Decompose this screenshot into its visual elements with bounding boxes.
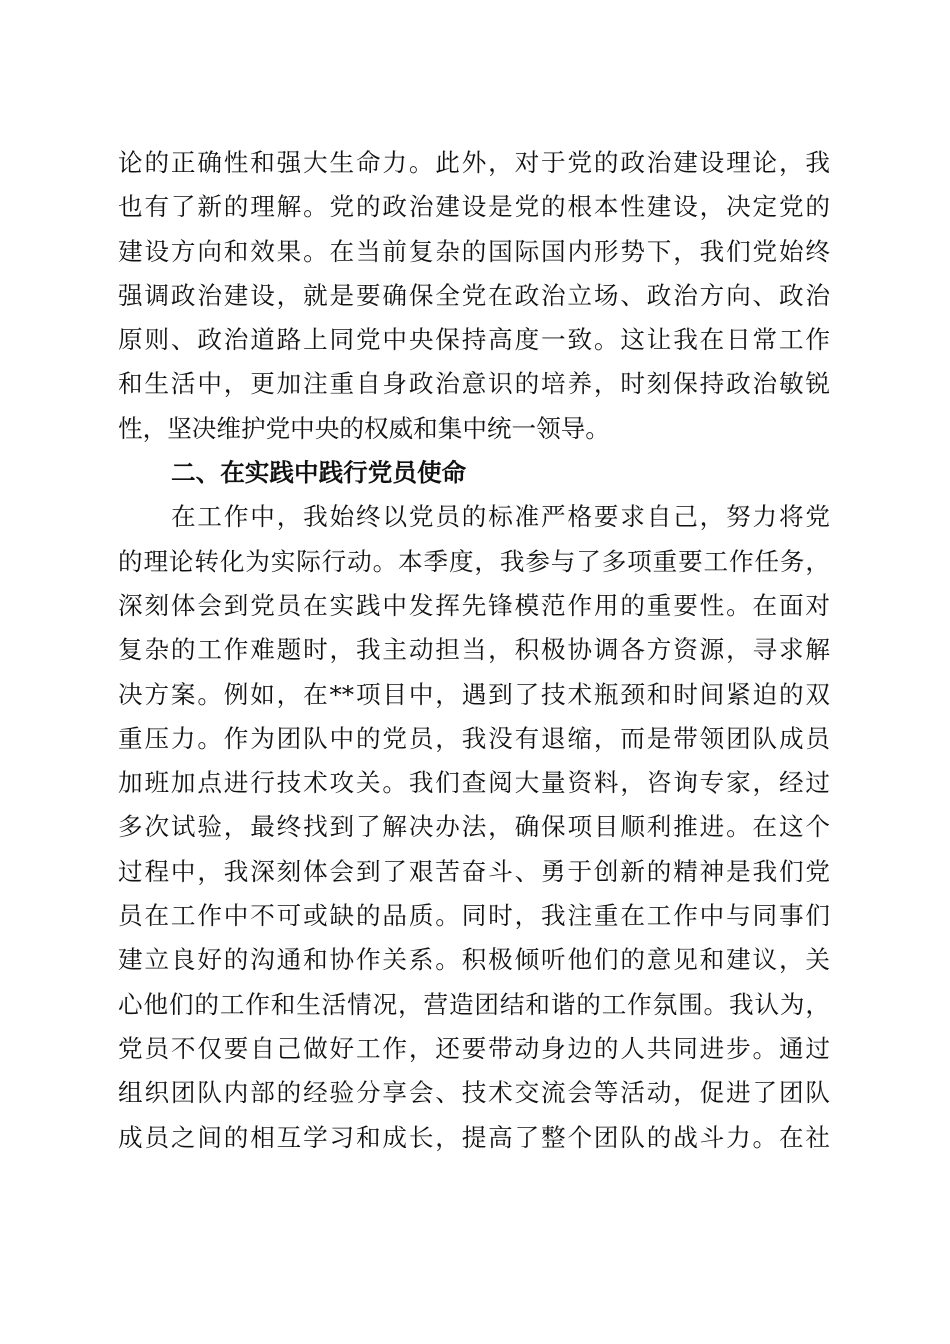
paragraph-line: 建立良好的沟通和协作关系。积极倾听他们的意见和建议，关 bbox=[118, 945, 830, 975]
paragraph-line: 也有了新的理解。党的政治建设是党的根本性建设，决定党的 bbox=[118, 192, 830, 222]
paragraph-line: 和生活中，更加注重自身政治意识的培养，时刻保持政治敏锐 bbox=[118, 369, 830, 399]
paragraph-line: 的理论转化为实际行动。本季度，我参与了多项重要工作任务， bbox=[118, 546, 830, 576]
paragraph-line: 过程中，我深刻体会到了艰苦奋斗、勇于创新的精神是我们党 bbox=[118, 856, 830, 886]
paragraph-line: 原则、政治道路上同党中央保持高度一致。这让我在日常工作 bbox=[118, 325, 830, 355]
paragraph-line: 强调政治建设，就是要确保全党在政治立场、政治方向、政治 bbox=[118, 280, 830, 310]
paragraph-line: 性，坚决维护党中央的权威和集中统一领导。 bbox=[118, 413, 610, 443]
paragraph-line: 成员之间的相互学习和成长，提高了整个团队的战斗力。在社 bbox=[118, 1122, 830, 1152]
paragraph-line: 员在工作中不可或缺的品质。同时，我注重在工作中与同事们 bbox=[118, 901, 830, 931]
paragraph-line: 组织团队内部的经验分享会、技术交流会等活动，促进了团队 bbox=[118, 1078, 830, 1108]
paragraph-line: 论的正确性和强大生命力。此外，对于党的政治建设理论，我 bbox=[118, 148, 830, 177]
paragraph-line: 复杂的工作难题时，我主动担当，积极协调各方资源，寻求解 bbox=[118, 635, 830, 665]
document-body bbox=[118, 141, 830, 1160]
section-heading: 二、在实践中践行党员使命 bbox=[171, 458, 467, 488]
paragraph-line: 心他们的工作和生活情况，营造团结和谐的工作氛围。我认为， bbox=[118, 989, 830, 1019]
paragraph-line: 重压力。作为团队中的党员，我没有退缩，而是带领团队成员 bbox=[118, 723, 830, 753]
paragraph-line: 加班加点进行技术攻关。我们查阅大量资料，咨询专家，经过 bbox=[118, 768, 830, 798]
paragraph-1 bbox=[118, 141, 830, 451]
paragraph-2 bbox=[118, 495, 830, 1159]
paragraph-line: 深刻体会到党员在实践中发挥先锋模范作用的重要性。在面对 bbox=[118, 590, 830, 620]
paragraph-line: 建设方向和效果。在当前复杂的国际国内形势下，我们党始终 bbox=[118, 236, 830, 266]
paragraph-line: 决方案。例如，在**项目中，遇到了技术瓶颈和时间紧迫的双 bbox=[118, 679, 830, 709]
paragraph-line: 党员不仅要自己做好工作，还要带动身边的人共同进步。通过 bbox=[118, 1033, 830, 1063]
paragraph-line: 多次试验，最终找到了解决办法，确保项目顺利推进。在这个 bbox=[118, 812, 830, 842]
paragraph-line: 在工作中，我始终以党员的标准严格要求自己，努力将党 bbox=[171, 502, 830, 532]
